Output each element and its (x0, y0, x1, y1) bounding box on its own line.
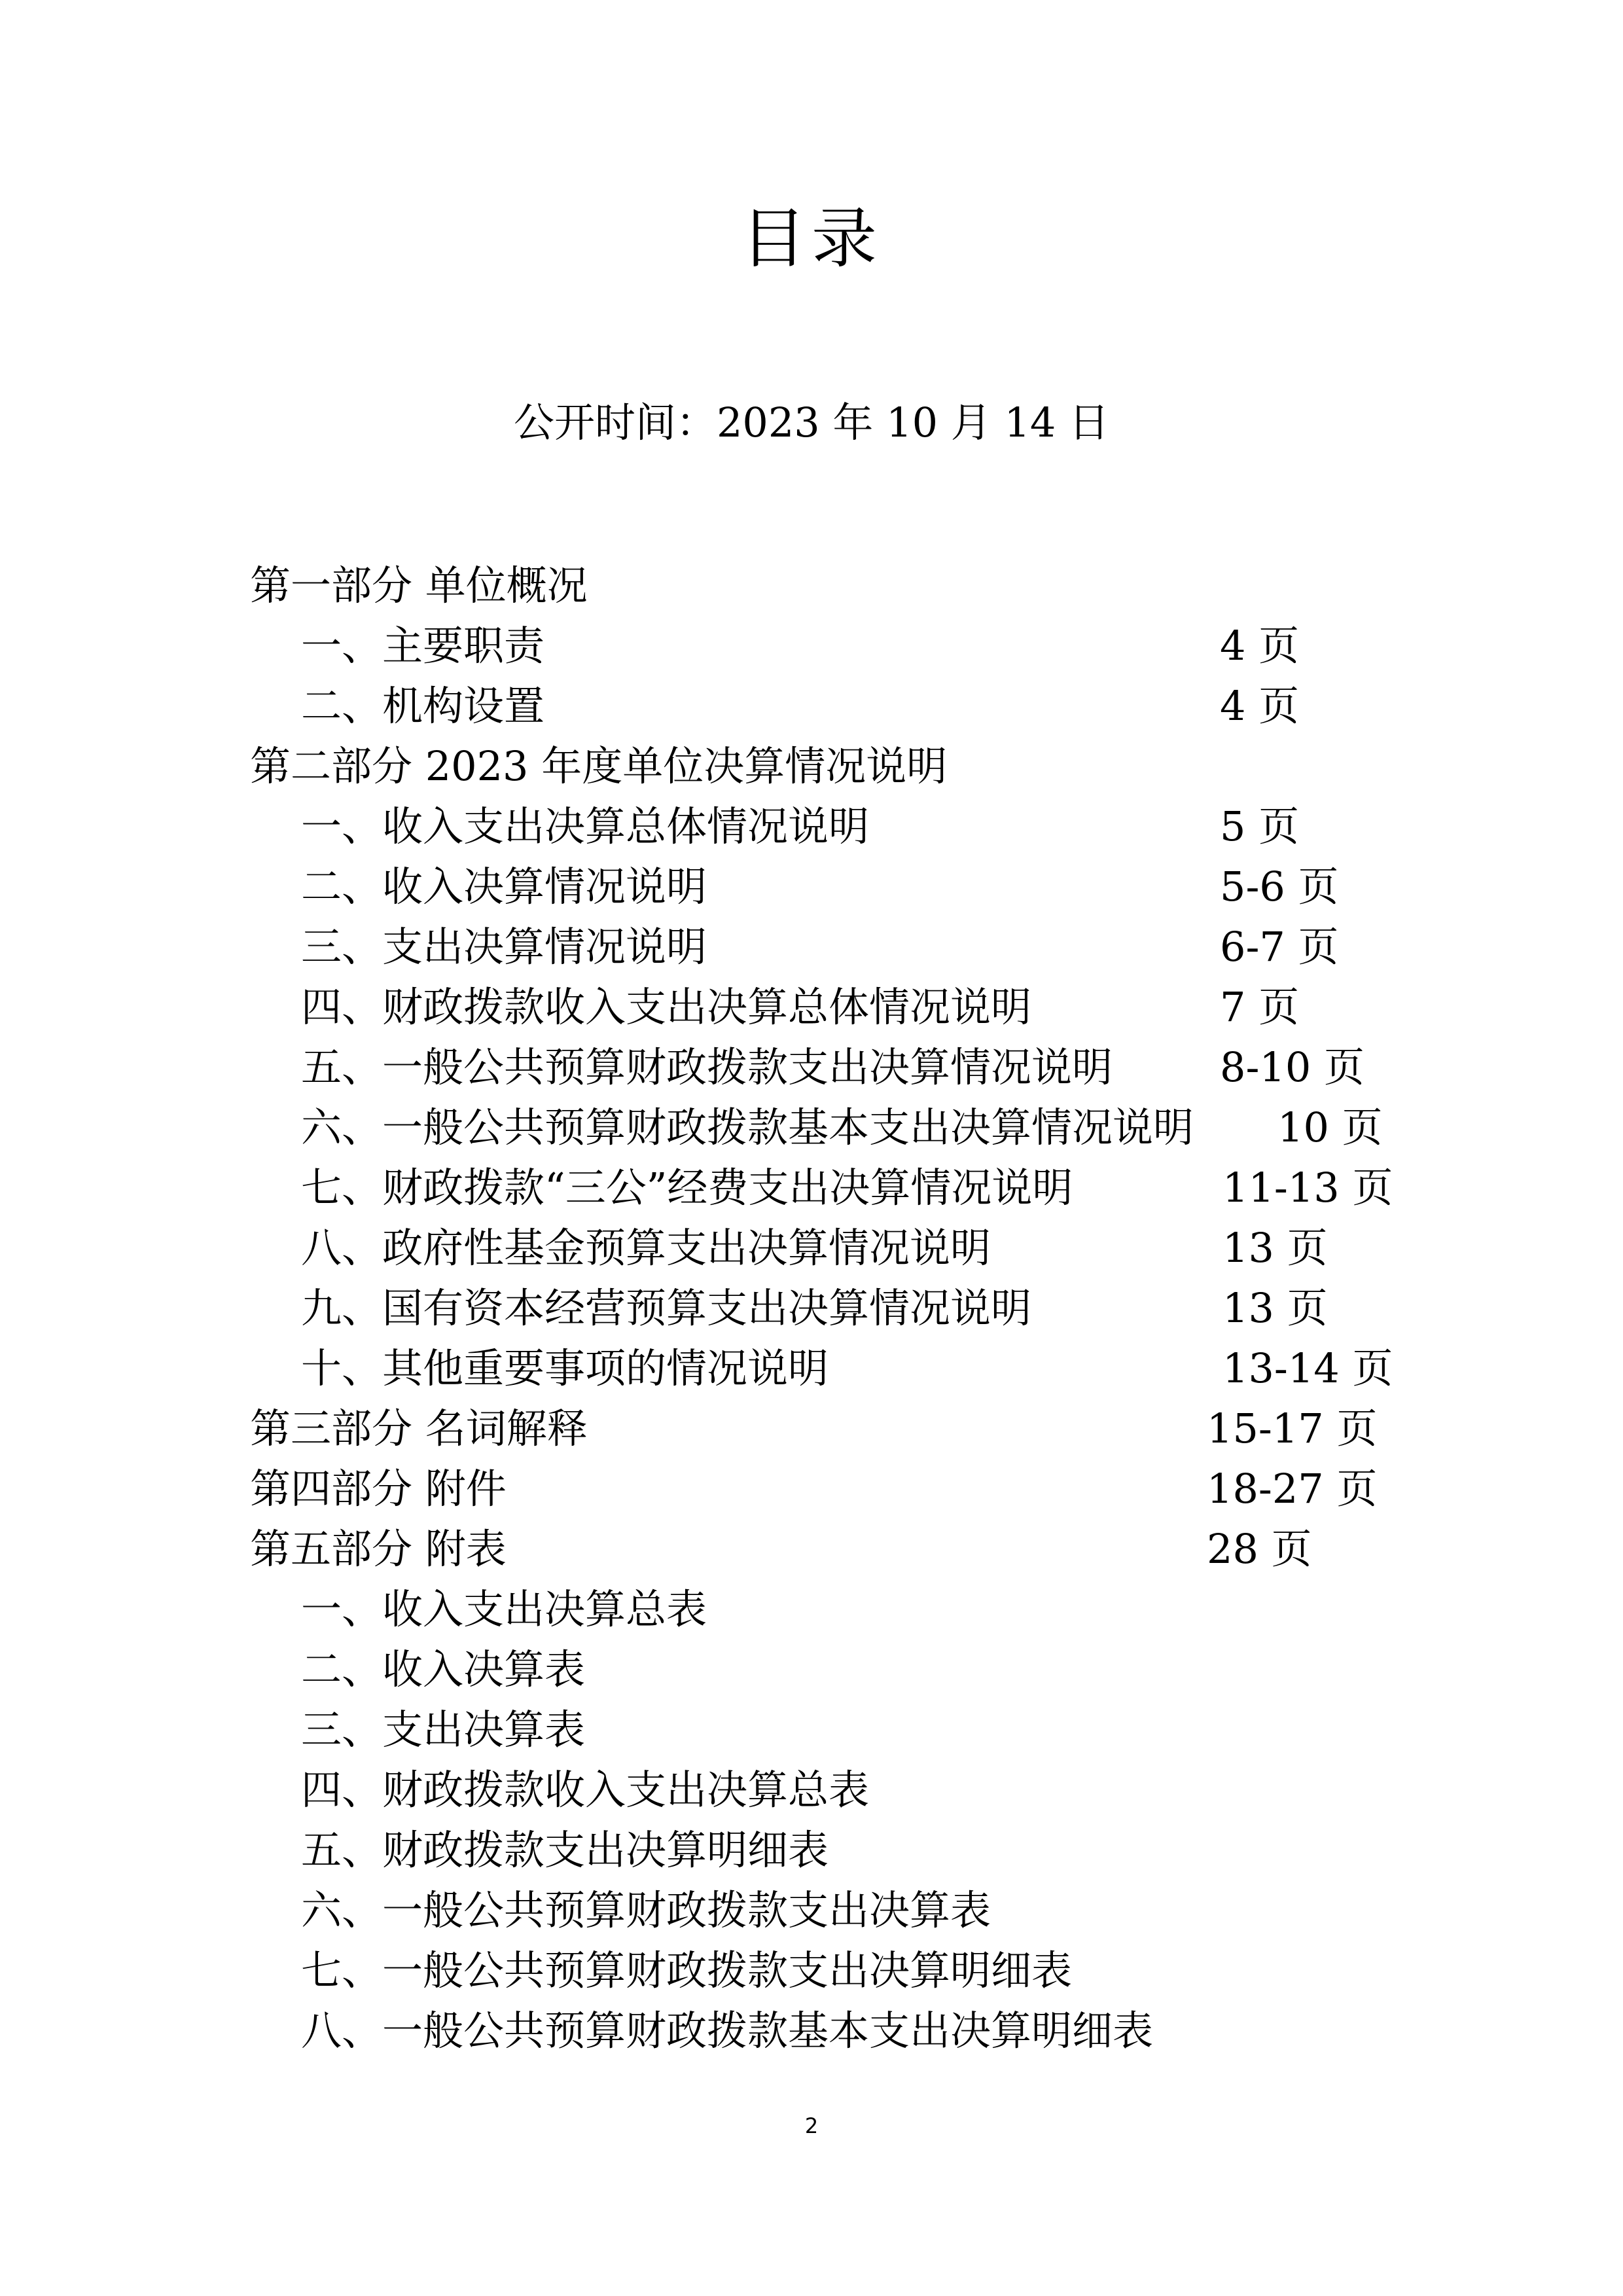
toc-page: 7 页 (1220, 983, 1300, 1031)
toc-page: 4 页 (1220, 622, 1300, 670)
toc-label: 第四部分 附件 (250, 1465, 507, 1513)
toc-label: 第一部分 单位概况 (250, 562, 588, 609)
toc-page: 18-27 页 (1207, 1465, 1378, 1513)
toc-item[interactable] (0, 1700, 1623, 1760)
toc-label: 二、收入决算情况说明 (301, 863, 707, 910)
toc-label: 七、财政拨款“三公”经费支出决算情况说明 (301, 1164, 1073, 1211)
toc-item[interactable] (0, 1880, 1623, 1941)
toc-label: 五、一般公共预算财政拨款支出决算情况说明 (301, 1043, 1113, 1091)
toc-page: 5 页 (1220, 802, 1300, 850)
toc-page: 4 页 (1220, 682, 1300, 730)
toc-label: 六、一般公共预算财政拨款基本支出决算情况说明 (301, 1103, 1194, 1151)
toc-item[interactable] (0, 676, 1623, 736)
toc-section-1[interactable] (0, 556, 1623, 616)
toc-item[interactable] (0, 1941, 1623, 2001)
toc-item[interactable] (0, 797, 1623, 857)
toc-item[interactable] (0, 2001, 1623, 2061)
toc-item[interactable] (0, 1579, 1623, 1640)
table-of-contents (0, 556, 1623, 2061)
publish-date: 公开时间：2023 年 10 月 14 日 (513, 399, 1110, 446)
toc-item[interactable] (0, 616, 1623, 676)
toc-page: 13-14 页 (1222, 1344, 1393, 1392)
toc-label: 八、一般公共预算财政拨款基本支出决算明细表 (301, 2007, 1154, 2054)
toc-label: 四、财政拨款收入支出决算总体情况说明 (301, 983, 1032, 1031)
toc-item[interactable] (0, 1278, 1623, 1338)
toc-item[interactable] (0, 1820, 1623, 1880)
toc-page: 5-6 页 (1220, 863, 1339, 910)
toc-section-2[interactable] (0, 736, 1623, 797)
toc-label: 一、收入支出决算总表 (301, 1585, 707, 1633)
toc-section-4[interactable] (0, 1459, 1623, 1519)
toc-item[interactable] (0, 1098, 1623, 1158)
toc-label: 五、财政拨款支出决算明细表 (301, 1826, 829, 1874)
toc-label: 二、机构设置 (301, 682, 545, 730)
toc-item[interactable] (0, 1760, 1623, 1820)
toc-label: 二、收入决算表 (301, 1645, 586, 1693)
toc-section-3[interactable] (0, 1399, 1623, 1459)
toc-item[interactable] (0, 1218, 1623, 1278)
toc-page: 11-13 页 (1222, 1164, 1393, 1211)
page-number: 2 (804, 2113, 819, 2138)
toc-label: 七、一般公共预算财政拨款支出决算明细表 (301, 1946, 1073, 1994)
toc-page: 13 页 (1222, 1224, 1328, 1272)
toc-label: 一、收入支出决算总体情况说明 (301, 802, 870, 850)
toc-page: 15-17 页 (1207, 1405, 1378, 1452)
toc-label: 三、支出决算表 (301, 1706, 586, 1753)
toc-page: 28 页 (1207, 1525, 1312, 1573)
toc-label: 九、国有资本经营预算支出决算情况说明 (301, 1284, 1032, 1332)
toc-label: 第三部分 名词解释 (250, 1405, 588, 1452)
toc-label: 第二部分 2023 年度单位决算情况说明 (250, 742, 948, 790)
toc-label: 十、其他重要事项的情况说明 (301, 1344, 829, 1392)
toc-item[interactable] (0, 1338, 1623, 1399)
toc-page: 10 页 (1277, 1103, 1383, 1151)
toc-label: 八、政府性基金预算支出决算情况说明 (301, 1224, 991, 1272)
toc-page: 8-10 页 (1220, 1043, 1364, 1091)
toc-item[interactable] (0, 1640, 1623, 1700)
toc-label: 三、支出决算情况说明 (301, 923, 707, 971)
toc-label: 四、财政拨款收入支出决算总表 (301, 1766, 870, 1814)
toc-label: 六、一般公共预算财政拨款支出决算表 (301, 1886, 991, 1934)
toc-item[interactable] (0, 1158, 1623, 1218)
toc-section-5[interactable] (0, 1519, 1623, 1579)
toc-label: 第五部分 附表 (250, 1525, 507, 1573)
toc-page: 13 页 (1222, 1284, 1328, 1332)
toc-label: 一、主要职责 (301, 622, 545, 670)
toc-page: 6-7 页 (1220, 923, 1339, 971)
toc-item[interactable] (0, 1037, 1623, 1098)
toc-item[interactable] (0, 857, 1623, 917)
toc-item[interactable] (0, 977, 1623, 1037)
toc-item[interactable] (0, 917, 1623, 977)
page-title: 目录 (741, 200, 882, 277)
